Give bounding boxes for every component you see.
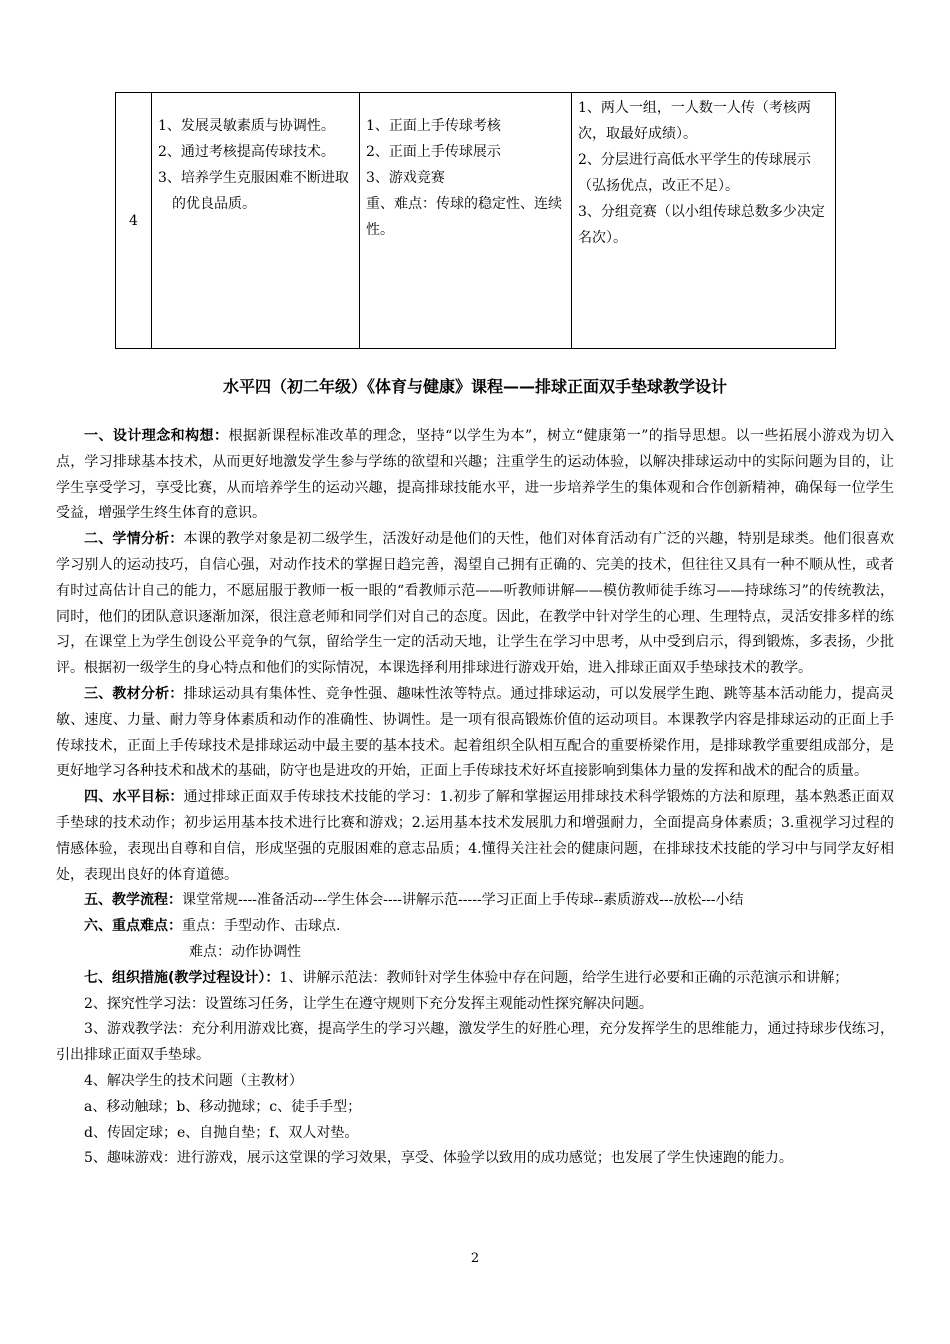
section-1 — [56, 424, 894, 527]
document-body — [56, 424, 894, 1172]
section-text: 课堂常规----准备活动---学生体会----讲解示范-----学习正面上手传球--素质游戏---放松---小结 — [182, 892, 744, 909]
list-item: 3、游戏教学法：充分利用游戏比赛，提高学生的学习兴趣，激发学生的好胜心理，充分发挥学生的思维能力，通过持球步伐练习，引出排球正面双手垫球。 — [56, 1021, 894, 1064]
document-title: 水平四（初二年级）《体育与健康》课程——排球正面双手垫球教学设计 — [222, 377, 727, 396]
section-3 — [56, 682, 894, 785]
page-number: 2 — [470, 1251, 480, 1266]
list-item: 4、解决学生的技术问题（主教材） — [84, 1072, 303, 1089]
list-item: 5、趣味游戏：进行游戏，展示这堂课的学习效果，享受、体验学以致用的成功感觉；也发展了学生快速跑的能力。 — [84, 1150, 793, 1167]
content-line: 1、正面上手传球考核 — [366, 118, 501, 134]
method-line: 3、分组竞赛（以小组传球总数多少决定名次）。 — [578, 204, 825, 246]
section-2 — [56, 527, 894, 682]
goal-line: 1、发展灵敏素质与协调性。 — [158, 118, 335, 134]
table-row — [116, 93, 836, 349]
section-text: 根据新课程标准改革的理念，坚持“以学生为本”，树立“健康第一”的指导思想。以一些拓展小游戏为切入点，学习排球基本技术，从而更好地激发学生参与学练的欲望和兴趣；注重学生的运动体验，以解决排球运动中的实际问题为目的，让学生享受学习，享受比赛，从而培养学生的运动兴趣，提高排球技能水平，进一步培养学生的集体观和合作创新精神，确保每一位学生受益，增强学生终生体育的意识。 — [56, 428, 894, 522]
section-text: 1、讲解示范法：教师针对学生体验中存在问题，给学生进行必要和正确的示范演示和讲解； — [279, 969, 849, 986]
section-heading: 四、水平目标： — [84, 789, 184, 806]
method-line: 1、两人一组，一人数一人传（考核两次，取最好成绩）。 — [578, 100, 811, 142]
section-heading: 六、重点难点： — [84, 918, 182, 935]
section-text: 排球运动具有集体性、竞争性强、趣味性浓等特点。通过排球运动，可以发展学生跑、跳等基本活动能力，提高灵敏、速度、力量、耐力等身体素质和动作的准确性、协调性。是一项有很高锻炼价值的运动项目。本课教学内容是排球运动的正面上手传球技术，正面上手传球技术是排球运动中最主要的基本技术。起着组织全队相互配合的重要桥梁作用，是排球教学重要组成部分，是更好地学习各种技术和战术的基础，防守也是进攻的开始，正面上手传球技术好坏直接影响到集体力量的发挥和战术的配合的质量。 — [56, 685, 894, 780]
content-cell — [360, 93, 572, 349]
section-6 — [56, 914, 894, 940]
goal-line: 3、培养学生克服困难不断进取的优良品质。 — [158, 170, 349, 212]
section-text: 通过排球正面双手传球技术技能的学习：1.初步了解和掌握运用排球技术科学锻炼的方法和原理，基本熟悉正面双手垫球的技术动作；初步运用基本技术进行比赛和游戏；2.运用基本技术发展肌力和增强耐力，全面提高身体素质；3.重视学习过程的情感体验，表现出自尊和自信，形成坚强的克服困难的意志品质；4.懂得关注社会的健康问题，在排球技术技能的学习中与同学友好相处，表现出良好的体育道德。 — [56, 789, 895, 883]
goal-line: 2、通过考核提高传球技术。 — [158, 144, 335, 160]
section-heading: 二、学情分析： — [84, 531, 184, 548]
list-item: d、传固定球；e、自抛自垫；f、双人对垫。 — [84, 1124, 359, 1141]
section-heading: 三、教材分析： — [84, 685, 184, 702]
row-number-cell: 4 — [116, 93, 152, 349]
difficulty-line — [56, 940, 894, 966]
method-line: 2、分层进行高低水平学生的传球展示（弘扬优点，改正不足）。 — [578, 152, 811, 194]
section-heading: 一、设计理念和构想： — [84, 428, 229, 444]
section-5 — [56, 888, 894, 914]
section-heading: 七、组织措施(教学过程设计）： — [84, 969, 280, 986]
key-point: 重点：手型动作、击球点. — [182, 918, 341, 935]
list-item: a、移动触球；b、移动抛球；c、徒手手型； — [84, 1098, 362, 1115]
lesson-plan-table — [115, 92, 836, 349]
section-heading: 五、教学流程： — [84, 892, 182, 909]
content-line: 3、游戏竞赛 — [366, 170, 445, 186]
content-line: 重、难点：传球的稳定性、连续性。 — [366, 196, 562, 238]
section-7 — [56, 966, 894, 992]
section-text: 本课的教学对象是初二级学生，活泼好动是他们的天性，他们对体育活动有广泛的兴趣，特别是球类。他们很喜欢学习别人的运动技巧，自信心强，对动作技术的掌握日趋完善，渴望自己拥有正确的、完美的技术，但往往又具有一种不顺从性，或者有时过高估计自己的能力，不愿屈服于教师一板一眼的“看教师示范——听教师讲解——模仿教师徒手练习——持球练习”的传统教法，同时，他们的团队意识逐渐加深，很注意老师和同学们对自己的态度。因此，在教学中针对学生的心理、生理特点，灵活安排多样的练习，在课堂上为学生创设公平竞争的气氛，留给学生一定的活动天地，让学生在学习中思考，从中受到启示，得到锻炼，多表扬，少批评。根据初一级学生的身心特点和他们的实际情况，本课选择利用排球进行游戏开始，进入排球正面双手垫球技术的教学。 — [56, 531, 894, 677]
content-line: 2、正面上手传球展示 — [366, 144, 501, 160]
difficulty-point: 难点：动作协调性 — [189, 943, 301, 960]
section-4 — [56, 785, 894, 888]
methods-cell — [572, 93, 836, 349]
goals-cell — [152, 93, 360, 349]
list-item: 2、探究性学习法：设置练习任务，让学生在遵守规则下充分发挥主观能动性探究解决问题。 — [84, 995, 653, 1012]
